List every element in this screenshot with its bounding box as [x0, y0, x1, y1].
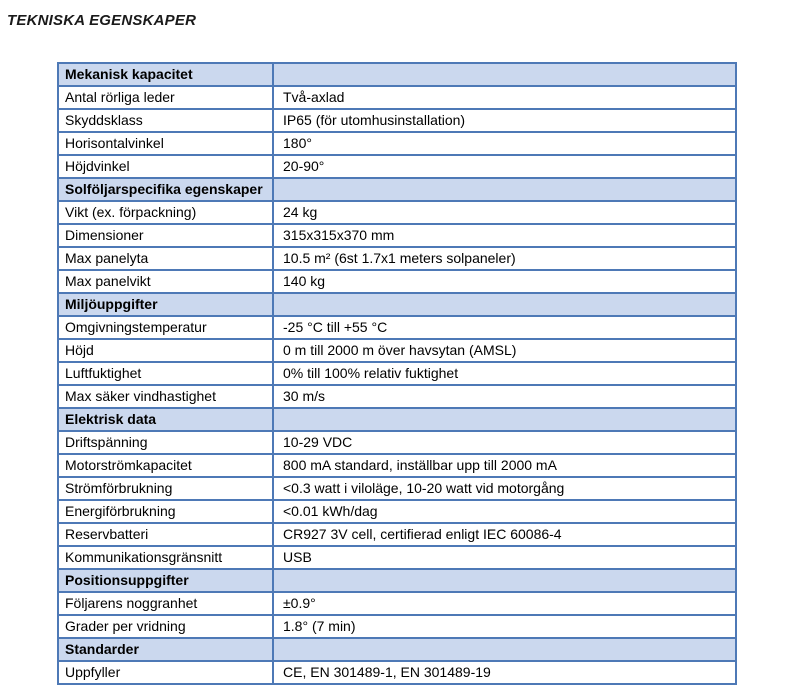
spec-label: Vikt (ex. förpackning): [58, 201, 273, 224]
spec-value: 30 m/s: [273, 385, 736, 408]
spec-row: [58, 523, 736, 546]
spec-value: <0.01 kWh/dag: [273, 500, 736, 523]
spec-value: ±0.9°: [273, 592, 736, 615]
spec-row: [58, 431, 736, 454]
spec-row: [58, 247, 736, 270]
spec-row: [58, 385, 736, 408]
spec-row: [58, 201, 736, 224]
spec-value: CR927 3V cell, certifierad enligt IEC 60086-4: [273, 523, 736, 546]
spec-row: [58, 155, 736, 178]
spec-label: Reservbatteri: [58, 523, 273, 546]
section-header-label: Mekanisk kapacitet: [58, 63, 273, 86]
spec-label: Max panelvikt: [58, 270, 273, 293]
spec-label: Antal rörliga leder: [58, 86, 273, 109]
spec-label: Max panelyta: [58, 247, 273, 270]
section-header-label: Standarder: [58, 638, 273, 661]
spec-row: [58, 546, 736, 569]
section-header-row: [58, 408, 736, 431]
spec-value: USB: [273, 546, 736, 569]
spec-label: Höjdvinkel: [58, 155, 273, 178]
spec-row: [58, 500, 736, 523]
spec-row: [58, 454, 736, 477]
spec-value: -25 °C till +55 °C: [273, 316, 736, 339]
section-header-empty-cell: [273, 293, 736, 316]
section-header-row: [58, 178, 736, 201]
section-header-empty-cell: [273, 63, 736, 86]
spec-value: 315x315x370 mm: [273, 224, 736, 247]
spec-row: [58, 270, 736, 293]
spec-value: 180°: [273, 132, 736, 155]
spec-row: [58, 615, 736, 638]
spec-value: 0% till 100% relativ fuktighet: [273, 362, 736, 385]
spec-label: Uppfyller: [58, 661, 273, 684]
spec-label: Driftspänning: [58, 431, 273, 454]
spec-label: Skyddsklass: [58, 109, 273, 132]
spec-value: 0 m till 2000 m över havsytan (AMSL): [273, 339, 736, 362]
spec-label: Max säker vindhastighet: [58, 385, 273, 408]
spec-value: 20-90°: [273, 155, 736, 178]
spec-row: [58, 592, 736, 615]
spec-label: Dimensioner: [58, 224, 273, 247]
spec-row: [58, 224, 736, 247]
spec-value: 10-29 VDC: [273, 431, 736, 454]
spec-label: Omgivningstemperatur: [58, 316, 273, 339]
spec-row: [58, 86, 736, 109]
spec-value: CE, EN 301489-1, EN 301489-19: [273, 661, 736, 684]
spec-value: 800 mA standard, inställbar upp till 2000 mA: [273, 454, 736, 477]
section-header-row: [58, 638, 736, 661]
section-header-label: Miljöuppgifter: [58, 293, 273, 316]
technical-spec-table: [57, 62, 737, 685]
section-header-row: [58, 293, 736, 316]
section-header-label: Positionsuppgifter: [58, 569, 273, 592]
spec-label: Höjd: [58, 339, 273, 362]
spec-row: [58, 661, 736, 684]
spec-value: IP65 (för utomhusinstallation): [273, 109, 736, 132]
spec-label: Grader per vridning: [58, 615, 273, 638]
page-title: TEKNISKA EGENSKAPER: [7, 12, 197, 29]
spec-value: 1.8° (7 min): [273, 615, 736, 638]
spec-value: 10.5 m² (6st 1.7x1 meters solpaneler): [273, 247, 736, 270]
section-header-empty-cell: [273, 638, 736, 661]
section-header-label: Solföljarspecifika egenskaper: [58, 178, 273, 201]
section-header-label: Elektrisk data: [58, 408, 273, 431]
section-header-row: [58, 63, 736, 86]
spec-row: [58, 109, 736, 132]
section-header-empty-cell: [273, 569, 736, 592]
spec-row: [58, 362, 736, 385]
spec-value: 140 kg: [273, 270, 736, 293]
spec-label: Kommunikationsgränsnitt: [58, 546, 273, 569]
section-header-empty-cell: [273, 408, 736, 431]
spec-value: <0.3 watt i viloläge, 10-20 watt vid motorgång: [273, 477, 736, 500]
spec-value: 24 kg: [273, 201, 736, 224]
spec-label: Motorströmkapacitet: [58, 454, 273, 477]
spec-label: Följarens noggranhet: [58, 592, 273, 615]
spec-label: Horisontalvinkel: [58, 132, 273, 155]
section-header-row: [58, 569, 736, 592]
spec-row: [58, 477, 736, 500]
spec-value: Två-axlad: [273, 86, 736, 109]
spec-row: [58, 132, 736, 155]
spec-row: [58, 316, 736, 339]
section-header-empty-cell: [273, 178, 736, 201]
spec-label: Energiförbrukning: [58, 500, 273, 523]
spec-label: Strömförbrukning: [58, 477, 273, 500]
spec-label: Luftfuktighet: [58, 362, 273, 385]
spec-row: [58, 339, 736, 362]
